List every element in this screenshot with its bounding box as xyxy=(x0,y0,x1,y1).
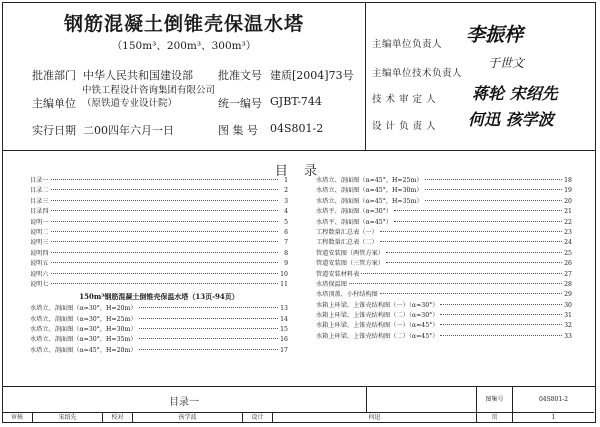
toc-entry-page: 29 xyxy=(564,291,572,299)
toc-leader-dots xyxy=(139,349,278,350)
date-label: 实行日期 xyxy=(32,124,76,137)
toc-entry[interactable] xyxy=(316,259,572,269)
toc-entry[interactable] xyxy=(30,176,288,186)
toc-leader-dots xyxy=(440,314,562,315)
toc-entry-page: 2 xyxy=(284,187,288,195)
toc-entry-title: 工程数量汇总表（一） xyxy=(316,228,378,236)
toc-entry[interactable] xyxy=(30,207,288,217)
toc-entry-title: 水塔立、剖面图（α=45°，H=35m） xyxy=(316,197,423,205)
toc-leader-dots xyxy=(139,328,278,329)
toc-leader-dots xyxy=(386,252,562,253)
atlas-label-cell xyxy=(476,387,512,412)
toc-entry[interactable] xyxy=(30,186,288,196)
design-label: 设计 xyxy=(251,414,264,421)
toc-leader-dots xyxy=(51,231,278,232)
toc-entry-title: 说明二 xyxy=(30,228,49,236)
toc-entry-title: 水塔立、剖面图（α=45°，H=25m） xyxy=(316,177,423,184)
toc-entry-page: 21 xyxy=(564,208,572,216)
title-block xyxy=(2,386,596,423)
review-label-cell xyxy=(2,413,32,423)
toc-leader-dots xyxy=(425,200,562,201)
toc-entry-page: 9 xyxy=(284,260,288,268)
sig-role-tech-lead: 主编单位技术负责人 xyxy=(372,68,463,79)
empty-cell xyxy=(366,387,476,412)
toc-leader-dots xyxy=(139,318,278,319)
toc-entry-page: 19 xyxy=(564,187,572,195)
atlas-title: 钢筋混凝土倒锥壳保温水塔 xyxy=(63,13,304,35)
toc-entry[interactable] xyxy=(30,304,288,314)
toc-leader-dots xyxy=(380,241,562,242)
check-label: 校对 xyxy=(111,414,124,421)
toc-leader-dots xyxy=(361,273,562,274)
toc-entry[interactable] xyxy=(316,238,572,248)
toc-entry-title: 水塔立、剖面图（α=30°，H=35m） xyxy=(30,336,137,344)
toc-entry[interactable] xyxy=(316,332,572,342)
toc-entry-page: 18 xyxy=(564,177,572,184)
toc-entry-page: 30 xyxy=(564,301,572,309)
toc-entry-page: 17 xyxy=(280,346,288,354)
toc-leader-dots xyxy=(440,304,562,305)
toc-leader-dots xyxy=(425,189,562,190)
toc-leader-dots xyxy=(380,231,562,232)
toc-entry-title: 水塔平、剖面图（α=30°） xyxy=(316,208,393,216)
toc-entry-page: 11 xyxy=(280,280,288,288)
toc-entry[interactable] xyxy=(30,346,288,356)
toc-entry-title: 管道安装材料表 xyxy=(316,270,360,278)
page-value: 1 xyxy=(551,414,556,421)
toc-leader-dots xyxy=(386,262,562,263)
toc-entry[interactable] xyxy=(316,311,572,321)
toc-entry[interactable] xyxy=(316,176,572,186)
toc-entry-page: 13 xyxy=(280,305,288,313)
toc-entry-page: 14 xyxy=(280,315,288,323)
toc-entry-page: 1 xyxy=(284,177,288,184)
toc-entry-title: 水箱上环梁、上锥壳结构图（一）（α=30°） xyxy=(316,301,439,309)
review-name-cell xyxy=(32,413,102,423)
toc-entry[interactable] xyxy=(316,270,572,280)
toc-entry-page: 10 xyxy=(280,270,288,278)
toc-entry-title: 工程数量汇总表（二） xyxy=(316,239,378,247)
toc-entry[interactable] xyxy=(30,249,288,259)
toc-entry[interactable] xyxy=(30,259,288,269)
date-value: 二00四年六月一日 xyxy=(83,124,174,137)
toc-leader-dots xyxy=(51,241,278,242)
toc-entry-page: 5 xyxy=(284,218,288,226)
approval-doc-value: 建质[2004]73号 xyxy=(270,69,354,82)
toc-entry-title: 水塔顶盖、小柱结构图 xyxy=(316,291,378,299)
design-name: 何迅 xyxy=(368,414,381,421)
toc-entry-title: 目录二 xyxy=(30,187,49,195)
sig-name-tech-reviewer: 蒋轮 宋绍先 xyxy=(472,84,558,103)
toc-entry-title: 目录三 xyxy=(30,197,49,205)
toc-left-column xyxy=(30,176,288,356)
toc-leader-dots xyxy=(51,262,278,263)
toc-entry-page: 33 xyxy=(564,332,572,340)
footer-atlas-value: 04S801-2 xyxy=(538,396,569,403)
toc-entry-page: 6 xyxy=(284,228,288,236)
design-name-cell xyxy=(272,413,476,423)
atlas-no-label: 图 集 号 xyxy=(218,124,258,137)
toc-entry[interactable] xyxy=(30,270,288,280)
toc-entry-title: 说明一 xyxy=(30,218,49,226)
page-label-cell xyxy=(476,413,512,423)
toc-entry[interactable] xyxy=(316,218,572,228)
toc-entry[interactable] xyxy=(30,325,288,335)
toc-leader-dots xyxy=(51,273,278,274)
toc-leader-dots xyxy=(440,335,562,336)
toc-leader-dots xyxy=(139,338,278,339)
toc-entry[interactable] xyxy=(316,301,572,311)
toc-entry-page: 15 xyxy=(280,326,288,334)
footer-atlas-label: 图集号 xyxy=(485,396,504,403)
toc-entry-page: 22 xyxy=(564,218,572,226)
approval-doc-label: 批准文号 xyxy=(218,69,262,82)
toc-entry-title: 说明七 xyxy=(30,280,49,288)
toc-entry-title: 水塔立、剖面图（α=30°，H=20m） xyxy=(30,305,137,313)
toc-leader-dots xyxy=(349,283,562,284)
toc-entry-title: 说明五 xyxy=(30,260,49,268)
toc-entry-page: 3 xyxy=(284,197,288,205)
editor-value-1: 中铁工程设计咨询集团有限公司 xyxy=(82,85,216,96)
toc-leader-dots xyxy=(51,283,278,284)
toc-entry[interactable] xyxy=(30,280,288,290)
toc-entry[interactable] xyxy=(316,207,572,217)
toc-entry-title: 管道安装图（三管方案） xyxy=(316,260,385,268)
toc-entry-title: 管道安装图（两管方案） xyxy=(316,249,385,257)
toc-entry-title: 水箱上环梁、上锥壳结构图（二）（α=45°） xyxy=(316,332,439,340)
toc-entry-title: 水塔立、剖面图（α=45°，H=20m） xyxy=(30,346,137,354)
toc-section-heading: 150m³钢筋混凝土倒锥壳保温水塔（13页-94页） xyxy=(79,292,239,302)
check-label-cell xyxy=(102,413,132,423)
sig-role-chief-editor: 主编单位负责人 xyxy=(372,39,443,50)
toc-entry-page: 16 xyxy=(280,336,288,344)
toc-leader-dots xyxy=(425,179,562,180)
toc-entry-page: 7 xyxy=(284,239,288,247)
toc-entry-title: 说明三 xyxy=(30,239,49,247)
toc-entry[interactable] xyxy=(30,197,288,207)
unified-no-label: 统一编号 xyxy=(218,97,262,110)
toc-leader-dots xyxy=(380,293,562,294)
toc-entry[interactable] xyxy=(316,228,572,238)
toc-entry-page: 23 xyxy=(564,228,572,236)
toc-entry[interactable] xyxy=(316,197,572,207)
toc-entry-page: 24 xyxy=(564,239,572,247)
toc-entry-title: 水塔平、剖面图（α=45°） xyxy=(316,218,393,226)
unified-no-value: GJBT-744 xyxy=(270,95,322,108)
toc-leader-dots xyxy=(394,210,562,211)
toc-entry[interactable] xyxy=(316,290,572,300)
toc-leader-dots xyxy=(440,324,562,325)
toc-entry-title: 水箱上环梁、上锥壳结构图（二）（α=30°） xyxy=(316,312,439,320)
check-name: 孩学波 xyxy=(178,414,197,421)
toc-entry-title: 说明四 xyxy=(30,249,49,257)
toc-entry[interactable] xyxy=(30,218,288,228)
toc-entry-title: 水塔立、剖面图（α=30°，H=25m） xyxy=(30,315,137,323)
approved-by-value: 中华人民共和国建设部 xyxy=(83,69,193,82)
toc-entry-page: 28 xyxy=(564,280,572,288)
toc-leader-dots xyxy=(51,200,278,201)
sig-role-tech-reviewer: 技 术 审 定 人 xyxy=(372,94,437,105)
toc-entry[interactable] xyxy=(316,280,572,290)
toc-entry-title: 水塔立、剖面图（α=45°，H=30m） xyxy=(316,187,423,195)
sheet-name-cell xyxy=(2,387,366,412)
toc-leader-dots xyxy=(51,189,278,190)
toc-entry[interactable] xyxy=(30,315,288,325)
toc-entry-title: 水箱上环梁、上锥壳结构图（一）（α=45°） xyxy=(316,322,439,330)
toc-title: 目 录 xyxy=(274,164,324,179)
approved-by-label: 批准部门 xyxy=(32,69,76,82)
toc-entry-title: 目录四 xyxy=(30,208,49,216)
toc-entry[interactable] xyxy=(30,228,288,238)
toc-entry[interactable] xyxy=(316,321,572,331)
toc-entry[interactable] xyxy=(316,249,572,259)
sheet-name: 目录一 xyxy=(169,397,199,408)
toc-entry-title: 说明六 xyxy=(30,270,49,278)
toc-entry-title: 目录一 xyxy=(30,177,49,184)
toc-entry-title: 水塔保温图 xyxy=(316,280,347,288)
page-label: 页 xyxy=(491,414,498,421)
sig-name-chief-editor: 李振梓 xyxy=(466,24,524,46)
atlas-no-value: 04S801-2 xyxy=(270,122,324,135)
toc-entry-page: 32 xyxy=(564,322,572,330)
sig-name-tech-lead: 于世文 xyxy=(488,56,525,70)
toc-leader-dots xyxy=(51,221,278,222)
toc-right-column xyxy=(316,176,572,342)
editor-value-2: （原铁道专业设计院） xyxy=(82,98,178,109)
atlas-subtitle: （150m³、200m³、300m³） xyxy=(111,40,257,52)
review-name: 宋绍先 xyxy=(58,414,77,421)
check-name-cell xyxy=(132,413,242,423)
toc-leader-dots xyxy=(51,252,278,253)
toc-entry-page: 8 xyxy=(284,249,288,257)
toc-entry-page: 4 xyxy=(284,208,288,216)
toc-entry-title: 水塔立、剖面图（α=30°，H=30m） xyxy=(30,326,137,334)
sig-role-design-lead: 设 计 负 责 人 xyxy=(372,121,437,132)
toc-entry[interactable] xyxy=(30,238,288,248)
review-label: 审核 xyxy=(10,414,23,421)
page-value-cell xyxy=(512,413,594,423)
toc-entry[interactable] xyxy=(30,335,288,345)
sig-name-design-lead: 何迅 孩学波 xyxy=(468,110,554,129)
toc-leader-dots xyxy=(51,179,278,180)
toc-leader-dots xyxy=(139,307,278,308)
signature-strip xyxy=(2,412,594,423)
toc-entry-page: 20 xyxy=(564,197,572,205)
toc-entry-page: 27 xyxy=(564,270,572,278)
toc-entry-page: 25 xyxy=(564,249,572,257)
toc-leader-dots xyxy=(394,221,562,222)
toc-entry-page: 31 xyxy=(564,312,572,320)
atlas-value-cell xyxy=(512,387,594,412)
design-label-cell xyxy=(242,413,272,423)
toc-entry[interactable] xyxy=(316,186,572,196)
editor-label: 主编单位 xyxy=(32,97,76,110)
toc-entry-page: 26 xyxy=(564,260,572,268)
toc-leader-dots xyxy=(51,210,278,211)
